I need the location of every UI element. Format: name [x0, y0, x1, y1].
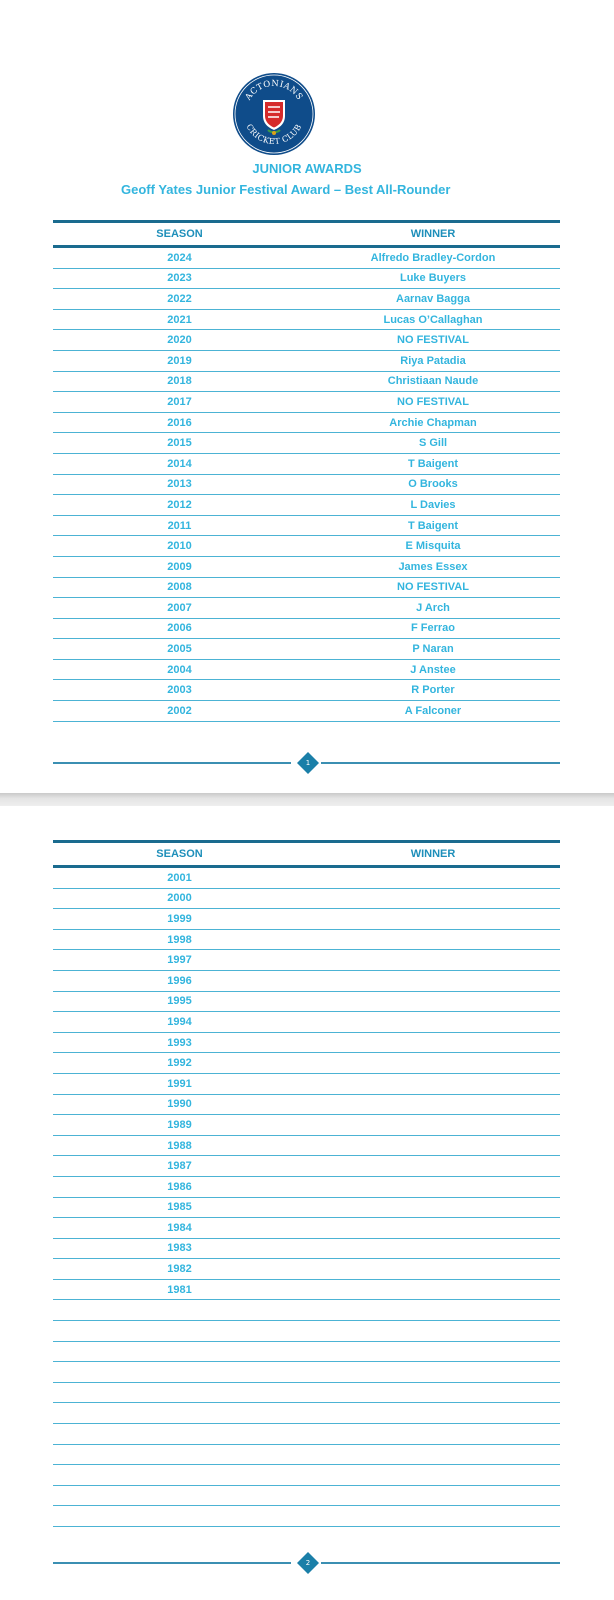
winner-cell	[306, 1053, 560, 1074]
table-row	[53, 1424, 560, 1445]
season-cell	[53, 1424, 306, 1445]
winner-cell: T Baigent	[306, 453, 560, 474]
table-row	[53, 950, 560, 971]
season-cell: 1994	[53, 1012, 306, 1033]
table-row	[53, 909, 560, 930]
svg-text:ACTONIANS: ACTONIANS	[243, 78, 305, 103]
table-row	[53, 1135, 560, 1156]
season-cell	[53, 1341, 306, 1362]
season-cell	[53, 1465, 306, 1486]
table-row	[53, 1197, 560, 1218]
table-row	[53, 392, 560, 413]
winner-cell	[306, 1300, 560, 1321]
table-row	[53, 1156, 560, 1177]
winner-cell: T Baigent	[306, 515, 560, 536]
table-row	[53, 598, 560, 619]
winner-cell	[306, 1279, 560, 1300]
table-row	[53, 474, 560, 495]
table-header-row	[53, 222, 560, 247]
winner-cell	[306, 867, 560, 889]
table-row	[53, 1012, 560, 1033]
table-row	[53, 495, 560, 516]
winner-cell	[306, 1176, 560, 1197]
winner-cell: Christiaan Naude	[306, 371, 560, 392]
winner-cell: J Anstee	[306, 659, 560, 680]
season-cell	[53, 1403, 306, 1424]
table-row	[53, 659, 560, 680]
season-cell: 1988	[53, 1135, 306, 1156]
winner-cell	[306, 1218, 560, 1239]
winner-cell	[306, 888, 560, 909]
season-cell: 1982	[53, 1259, 306, 1280]
footer-rule	[321, 1562, 560, 1564]
awards-table-page-2	[53, 840, 560, 1527]
season-cell: 2002	[53, 701, 306, 722]
table-row	[53, 1382, 560, 1403]
season-cell: 1983	[53, 1238, 306, 1259]
table-row	[53, 1506, 560, 1527]
winner-cell: O Brooks	[306, 474, 560, 495]
winner-cell	[306, 1073, 560, 1094]
winner-cell: Archie Chapman	[306, 412, 560, 433]
table-row	[53, 453, 560, 474]
season-cell: 2000	[53, 888, 306, 909]
season-cell	[53, 1362, 306, 1383]
winner-cell: Aarnav Bagga	[306, 289, 560, 310]
table-row	[53, 1115, 560, 1136]
table-row	[53, 247, 560, 269]
page-number: 2	[305, 1559, 311, 1567]
season-cell: 2024	[53, 247, 306, 269]
season-cell: 2007	[53, 598, 306, 619]
season-cell: 1981	[53, 1279, 306, 1300]
winner-cell: Riya Patadia	[306, 350, 560, 371]
page-footer	[53, 1551, 560, 1575]
table-row	[53, 618, 560, 639]
table-row	[53, 1403, 560, 1424]
season-cell: 1993	[53, 1032, 306, 1053]
table-row	[53, 1444, 560, 1465]
table-row	[53, 1176, 560, 1197]
footer-rule	[53, 1562, 291, 1564]
page-number-badge	[297, 1552, 319, 1574]
table-row	[53, 1300, 560, 1321]
table-row	[53, 412, 560, 433]
winner-cell	[306, 1506, 560, 1527]
season-column-header: SEASON	[53, 222, 306, 247]
winner-cell	[306, 1403, 560, 1424]
winner-cell: E Misquita	[306, 536, 560, 557]
winner-cell	[306, 1115, 560, 1136]
table-row	[53, 371, 560, 392]
season-cell: 1990	[53, 1094, 306, 1115]
winner-cell	[306, 1238, 560, 1259]
winner-cell: Lucas O’Callaghan	[306, 309, 560, 330]
winner-cell: J Arch	[306, 598, 560, 619]
club-logo	[232, 72, 316, 156]
winner-cell: Alfredo Bradley-Cordon	[306, 247, 560, 269]
table-row	[53, 991, 560, 1012]
winner-cell	[306, 1156, 560, 1177]
winner-cell: L Davies	[306, 495, 560, 516]
table-row	[53, 701, 560, 722]
winner-cell: P Naran	[306, 639, 560, 660]
winner-cell	[306, 1444, 560, 1465]
table-row	[53, 1238, 560, 1259]
table-row	[53, 970, 560, 991]
season-cell: 1991	[53, 1073, 306, 1094]
awards-table-page-1	[53, 220, 560, 722]
winner-cell	[306, 991, 560, 1012]
season-cell	[53, 1382, 306, 1403]
season-cell: 2014	[53, 453, 306, 474]
season-cell: 2022	[53, 289, 306, 310]
season-cell: 1986	[53, 1176, 306, 1197]
winner-cell: James Essex	[306, 556, 560, 577]
winner-cell: NO FESTIVAL	[306, 330, 560, 351]
season-cell: 2009	[53, 556, 306, 577]
winner-cell	[306, 909, 560, 930]
season-cell: 2019	[53, 350, 306, 371]
season-cell: 1984	[53, 1218, 306, 1239]
page-separator	[0, 793, 614, 806]
winner-cell	[306, 1135, 560, 1156]
season-cell: 2016	[53, 412, 306, 433]
season-cell	[53, 1321, 306, 1342]
table-row	[53, 1485, 560, 1506]
season-cell: 2001	[53, 867, 306, 889]
season-cell: 2010	[53, 536, 306, 557]
document-page-2	[0, 806, 614, 1600]
table-row	[53, 1321, 560, 1342]
table-row	[53, 1341, 560, 1362]
winner-cell	[306, 1382, 560, 1403]
season-cell: 2006	[53, 618, 306, 639]
winner-cell: S Gill	[306, 433, 560, 454]
table-row	[53, 350, 560, 371]
table-row	[53, 888, 560, 909]
winner-cell	[306, 1321, 560, 1342]
winner-cell	[306, 1362, 560, 1383]
winner-column-header: WINNER	[306, 222, 560, 247]
season-cell: 1992	[53, 1053, 306, 1074]
season-cell: 2011	[53, 515, 306, 536]
season-cell: 2008	[53, 577, 306, 598]
season-cell: 1987	[53, 1156, 306, 1177]
table-row	[53, 1032, 560, 1053]
table-header-row	[53, 842, 560, 867]
table-row	[53, 1362, 560, 1383]
winner-cell	[306, 1485, 560, 1506]
page-title: JUNIOR AWARDS	[252, 161, 362, 176]
winner-column-header: WINNER	[306, 842, 560, 867]
season-cell: 1999	[53, 909, 306, 930]
season-cell: 1997	[53, 950, 306, 971]
winner-cell	[306, 1197, 560, 1218]
table-row	[53, 1279, 560, 1300]
table-row	[53, 577, 560, 598]
season-column-header: SEASON	[53, 842, 306, 867]
table-row	[53, 1073, 560, 1094]
table-row	[53, 680, 560, 701]
season-cell: 2018	[53, 371, 306, 392]
table-row	[53, 433, 560, 454]
winner-cell: A Falconer	[306, 701, 560, 722]
season-cell	[53, 1485, 306, 1506]
season-cell: 1996	[53, 970, 306, 991]
winner-cell	[306, 1424, 560, 1445]
winner-cell	[306, 1259, 560, 1280]
season-cell	[53, 1300, 306, 1321]
season-cell: 2012	[53, 495, 306, 516]
season-cell: 2021	[53, 309, 306, 330]
season-cell: 1985	[53, 1197, 306, 1218]
award-subtitle: Geoff Yates Junior Festival Award – Best All-Rounder	[121, 182, 451, 197]
season-cell: 2017	[53, 392, 306, 413]
season-cell	[53, 1444, 306, 1465]
winner-cell	[306, 1465, 560, 1486]
winner-cell: NO FESTIVAL	[306, 392, 560, 413]
table-row	[53, 536, 560, 557]
document-page-1	[0, 0, 614, 793]
footer-rule	[53, 762, 291, 764]
winner-cell	[306, 1032, 560, 1053]
winner-cell: R Porter	[306, 680, 560, 701]
season-cell: 1998	[53, 929, 306, 950]
table-row	[53, 867, 560, 889]
season-cell: 2003	[53, 680, 306, 701]
winner-cell	[306, 929, 560, 950]
footer-rule	[321, 762, 560, 764]
winner-cell: Luke Buyers	[306, 268, 560, 289]
season-cell: 2004	[53, 659, 306, 680]
svg-text:CRICKET CLUB: CRICKET CLUB	[244, 122, 304, 147]
season-cell: 2005	[53, 639, 306, 660]
season-cell: 1995	[53, 991, 306, 1012]
season-cell: 2023	[53, 268, 306, 289]
season-cell	[53, 1506, 306, 1527]
page-footer	[53, 751, 560, 775]
page-number-badge	[297, 752, 319, 774]
winner-cell	[306, 970, 560, 991]
table-row	[53, 268, 560, 289]
season-cell: 2013	[53, 474, 306, 495]
table-row	[53, 1094, 560, 1115]
page-number: 1	[305, 759, 311, 767]
table-row	[53, 639, 560, 660]
table-row	[53, 1053, 560, 1074]
winner-cell	[306, 1012, 560, 1033]
table-row	[53, 556, 560, 577]
winner-cell: F Ferrao	[306, 618, 560, 639]
winner-cell: NO FESTIVAL	[306, 577, 560, 598]
table-row	[53, 309, 560, 330]
winner-cell	[306, 1094, 560, 1115]
table-row	[53, 1218, 560, 1239]
season-cell: 2020	[53, 330, 306, 351]
table-row	[53, 515, 560, 536]
table-row	[53, 289, 560, 310]
winner-cell	[306, 950, 560, 971]
table-row	[53, 929, 560, 950]
winner-cell	[306, 1341, 560, 1362]
season-cell: 1989	[53, 1115, 306, 1136]
table-row	[53, 1465, 560, 1486]
table-row	[53, 1259, 560, 1280]
season-cell: 2015	[53, 433, 306, 454]
table-row	[53, 330, 560, 351]
